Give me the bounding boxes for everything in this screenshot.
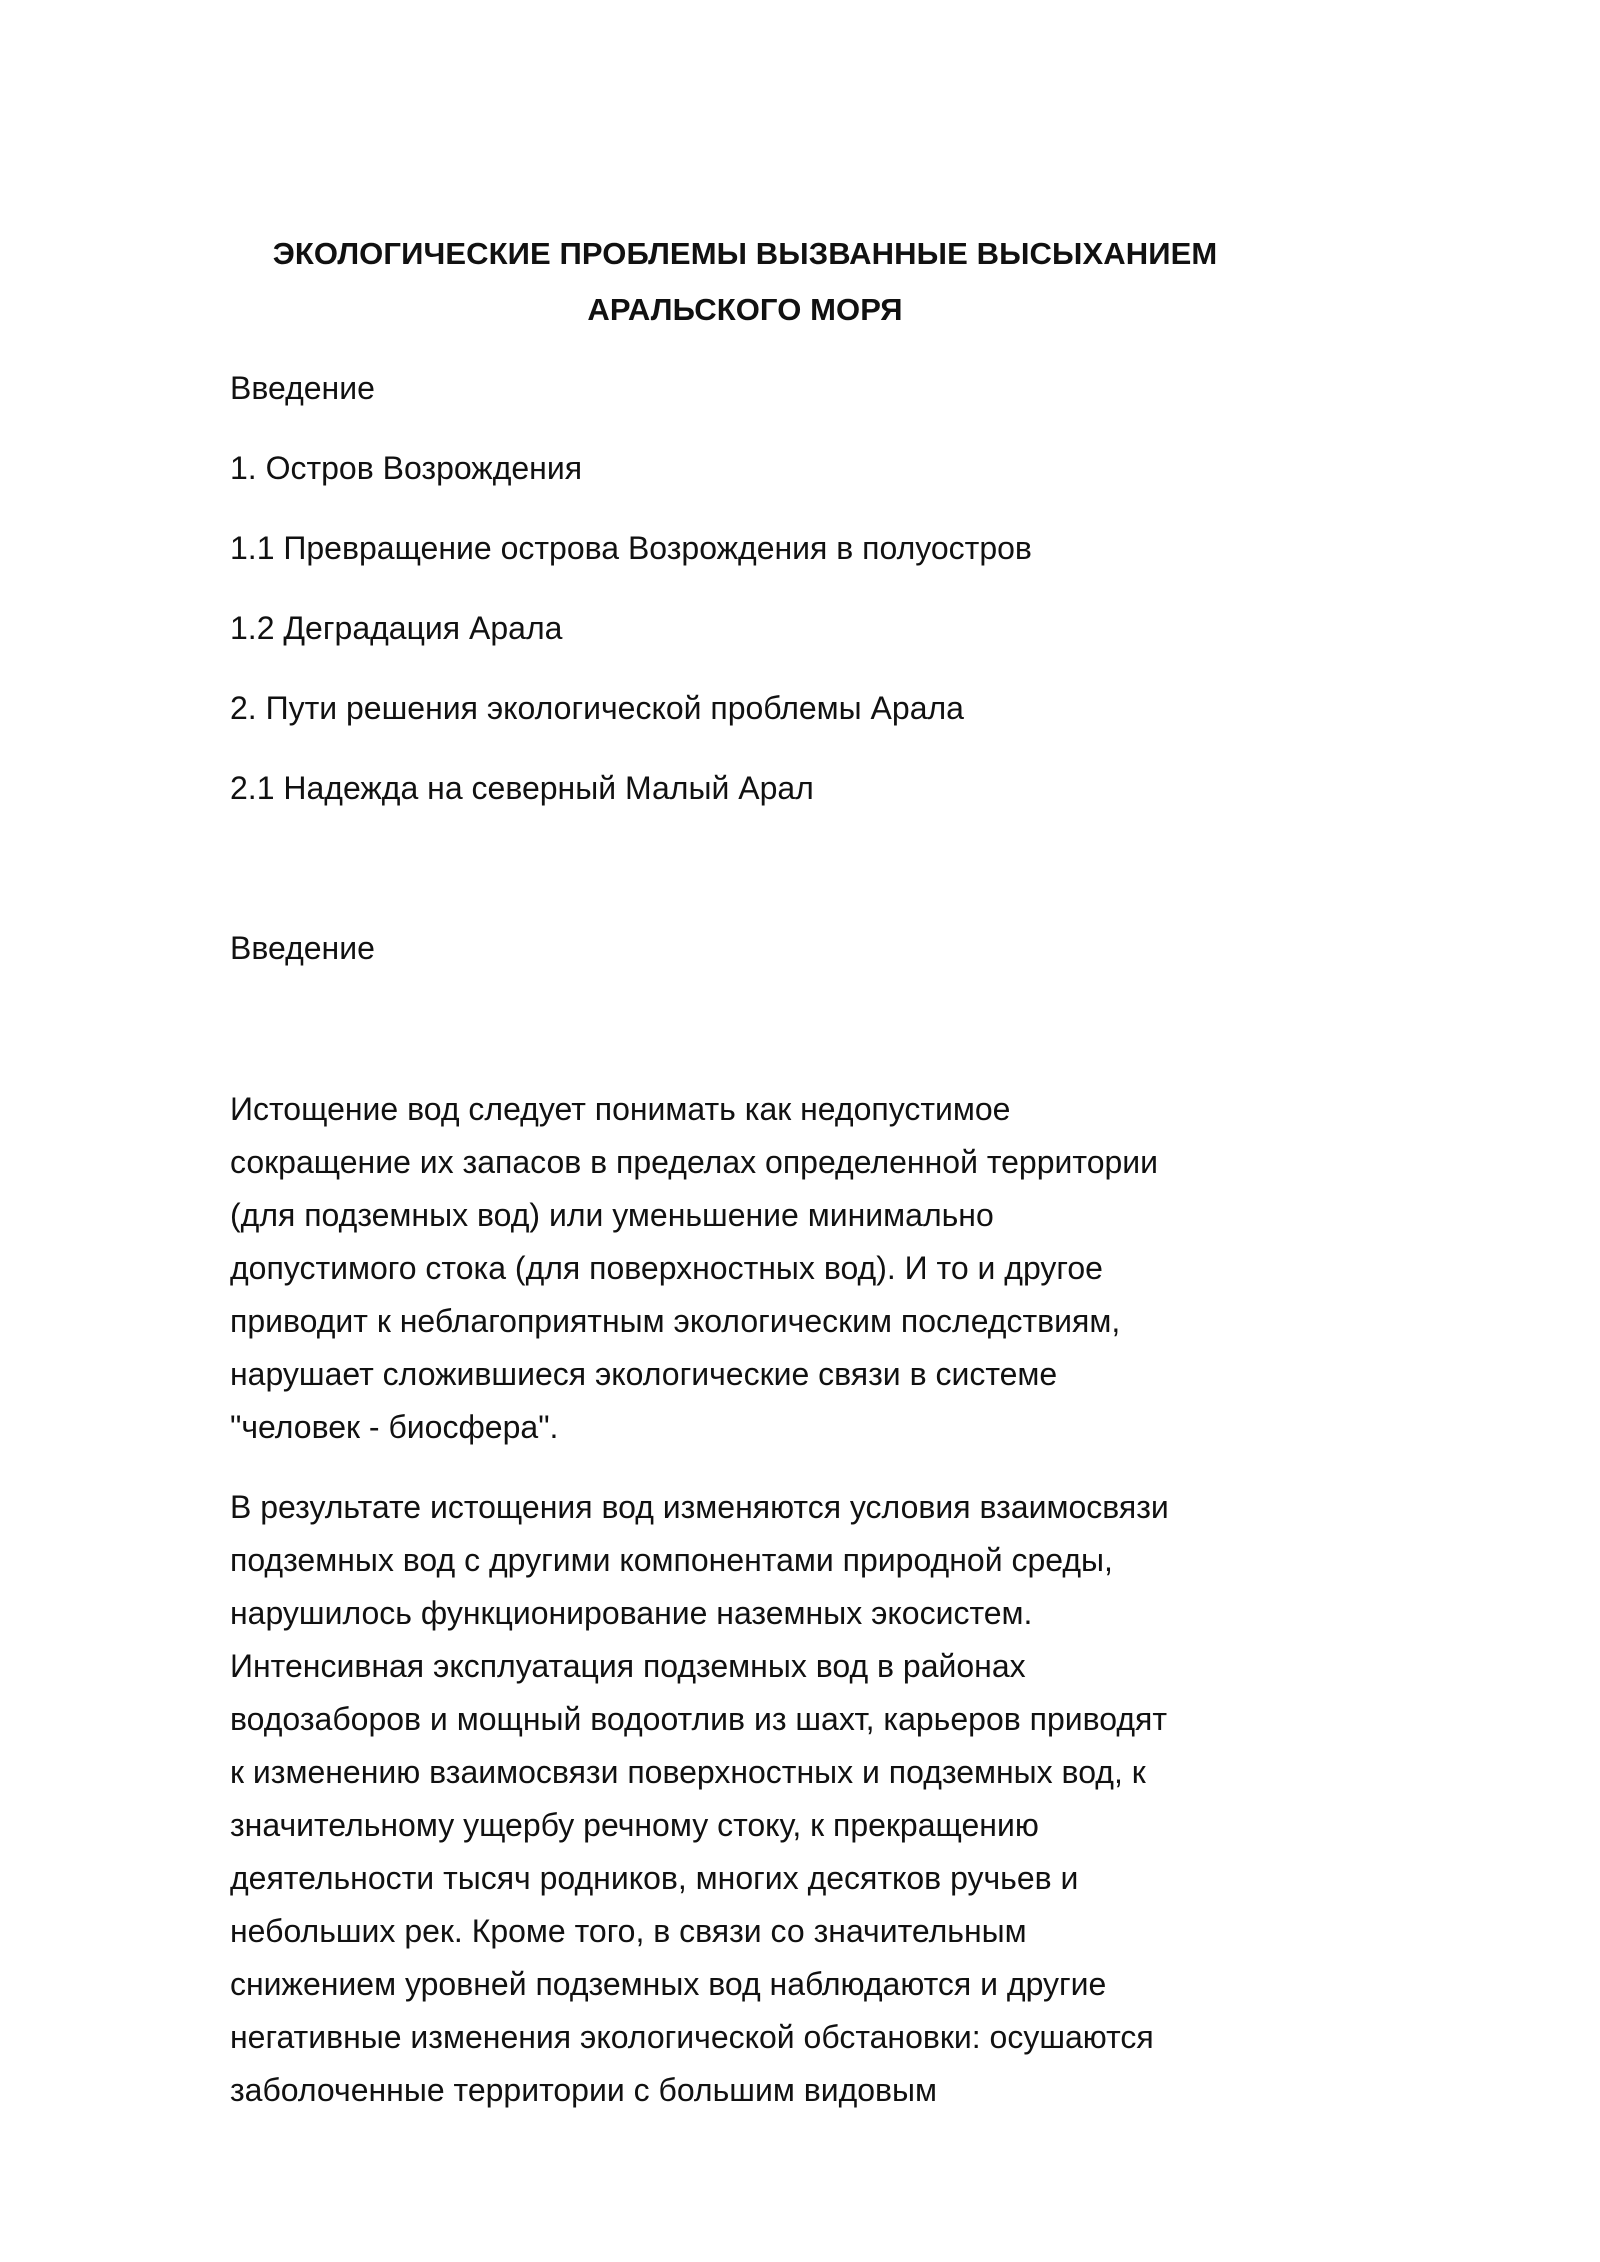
toc-item-introduction: Введение: [230, 370, 375, 406]
section-heading-introduction: Введение: [230, 930, 375, 966]
paragraph-line: к изменению взаимосвязи поверхностных и подземных вод, к: [230, 1754, 1146, 1790]
paragraph-line: нарушилось функционирование наземных экосистем.: [230, 1595, 1033, 1631]
document-title-line-1: ЭКОЛОГИЧЕСКИЕ ПРОБЛЕМЫ ВЫЗВАННЫЕ ВЫСЫХАНИЕМ: [272, 236, 1218, 271]
paragraph-line: снижением уровней подземных вод наблюдаются и другие: [230, 1966, 1107, 2002]
paragraph-line: небольших рек. Кроме того, в связи со значительным: [230, 1913, 1027, 1949]
paragraph-line: значительному ущербу речному стоку, к прекращению: [230, 1807, 1039, 1843]
paragraph-line: сокращение их запасов в пределах определенной территории: [230, 1144, 1159, 1180]
toc-item-solutions: 2. Пути решения экологической проблемы Арала: [230, 690, 964, 726]
paragraph-line: Интенсивная эксплуатация подземных вод в районах: [230, 1648, 1026, 1684]
document-title-line-2: АРАЛЬСКОГО МОРЯ: [587, 292, 903, 327]
toc-item-island-to-peninsula: 1.1 Превращение острова Возрождения в полуостров: [230, 530, 1032, 566]
paragraph-line: В результате истощения вод изменяются условия взаимосвязи: [230, 1489, 1169, 1525]
paragraph-1: [230, 1083, 1310, 1454]
paragraph-line: негативные изменения экологической обстановки: осушаются: [230, 2019, 1154, 2055]
toc-item-vozrozhdeniya-island: 1. Остров Возрождения: [230, 450, 583, 486]
paragraph-line: водозаборов и мощный водоотлив из шахт, карьеров приводят: [230, 1701, 1168, 1737]
paragraph-line: деятельности тысяч родников, многих десятков ручьев и: [230, 1860, 1079, 1896]
paragraph-line: подземных вод с другими компонентами природной среды,: [230, 1542, 1113, 1578]
paragraph-line: заболоченные территории с большим видовым: [230, 2072, 938, 2108]
toc-item-small-aral: 2.1 Надежда на северный Малый Арал: [230, 770, 814, 806]
paragraph-line: "человек - биосфера".: [230, 1409, 559, 1445]
paragraph-line: Истощение вод следует понимать как недопустимое: [230, 1091, 1011, 1127]
paragraph-line: (для подземных вод) или уменьшение минимально: [230, 1197, 994, 1233]
paragraph-line: приводит к неблагоприятным экологическим последствиям,: [230, 1303, 1121, 1339]
paragraph-2: [230, 1481, 1310, 2117]
paragraph-line: нарушает сложившиеся экологические связи в системе: [230, 1356, 1058, 1392]
toc-item-aral-degradation: 1.2 Деградация Арала: [230, 610, 563, 646]
paragraph-line: допустимого стока (для поверхностных вод). И то и другое: [230, 1250, 1103, 1286]
